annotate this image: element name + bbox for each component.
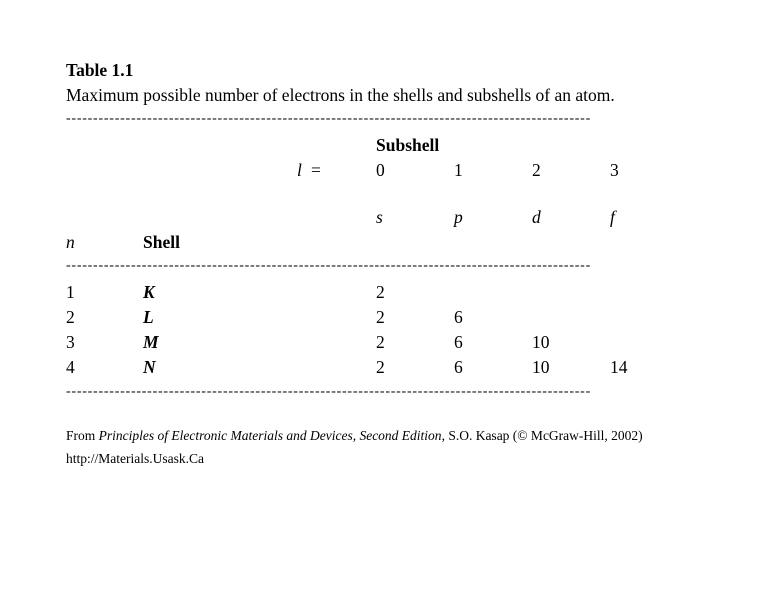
row-4-n: 4 [66,357,75,377]
subshell-letter-s: s [376,207,383,227]
row-3-shell: M [143,332,159,352]
l-value-1: 1 [454,160,463,180]
l-value-3: 3 [610,160,619,180]
row-1-n: 1 [66,282,75,302]
source-url: http://Materials.Usask.Ca [66,451,204,466]
table-caption: Maximum possible number of electrons in the shells and subshells of an atom. [66,85,615,105]
citation-author: , S.O. Kasap (© McGraw-Hill, 2002) [441,428,643,443]
row-2-n: 2 [66,307,75,327]
source-citation [66,427,643,445]
row-2-p: 6 [454,307,463,327]
n-header: n [66,232,75,252]
row-4-p: 6 [454,357,463,377]
subshell-letter-d: d [532,207,541,227]
row-2-s: 2 [376,307,385,327]
separator-top: ------------------------------------------------------------------------------------------------- [66,111,591,126]
row-4-f: 14 [610,357,628,377]
row-1-s: 2 [376,282,385,302]
row-1-shell: K [143,282,155,302]
row-3-s: 2 [376,332,385,352]
table-number: Table 1.1 [66,60,134,80]
row-2-shell: L [143,307,154,327]
separator-mid: ------------------------------------------------------------------------------------------------- [66,258,591,273]
row-3-n: 3 [66,332,75,352]
l-equals: = [311,160,321,180]
separator-bottom: ------------------------------------------------------------------------------------------------- [66,384,591,399]
row-4-s: 2 [376,357,385,377]
subshell-header: Subshell [376,135,440,155]
citation-book-title: Principles of Electronic Materials and Devices, Second Edition [98,428,442,443]
l-value-2: 2 [532,160,541,180]
row-4-shell: N [143,357,156,377]
row-4-d: 10 [532,357,550,377]
shell-header: Shell [143,232,180,252]
row-3-d: 10 [532,332,550,352]
citation-from: From [66,428,99,443]
row-3-p: 6 [454,332,463,352]
subshell-letter-f: f [610,207,615,227]
l-value-0: 0 [376,160,385,180]
subshell-letter-p: p [454,207,463,227]
l-label: l [297,160,302,180]
